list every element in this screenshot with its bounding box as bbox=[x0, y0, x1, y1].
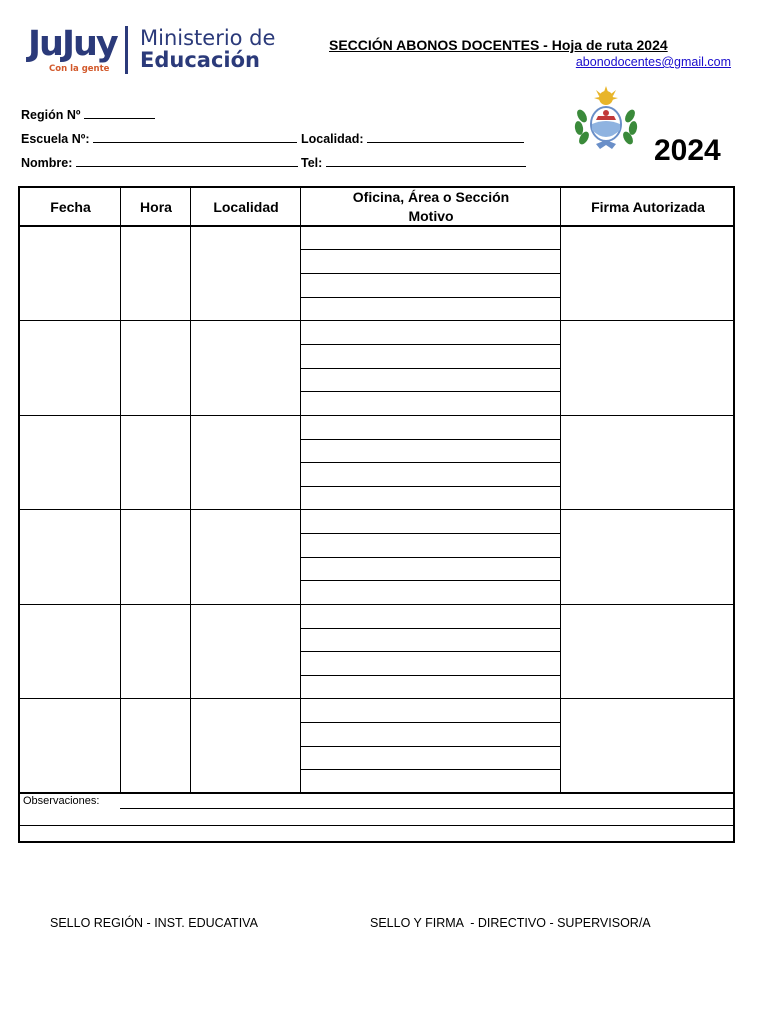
header-firma: Firma Autorizada bbox=[591, 198, 705, 215]
header-localidad: Localidad bbox=[213, 198, 279, 215]
motivo-subline bbox=[300, 368, 560, 369]
header-motivo: Motivo bbox=[408, 208, 454, 224]
tel-blank[interactable] bbox=[326, 155, 526, 167]
motivo-subline bbox=[300, 533, 560, 534]
coat-of-arms-icon bbox=[570, 86, 642, 152]
tel-label: Tel: bbox=[301, 156, 323, 170]
ministry-logo bbox=[28, 24, 300, 78]
motivo-subline bbox=[300, 580, 560, 581]
header-fecha: Fecha bbox=[50, 198, 91, 215]
motivo-subline bbox=[300, 297, 560, 298]
region-field[interactable] bbox=[21, 107, 155, 122]
logo-jujuy-text: JuJuy bbox=[28, 24, 117, 64]
motivo-subline bbox=[300, 344, 560, 345]
row-divider bbox=[20, 415, 733, 416]
row-divider bbox=[20, 509, 733, 510]
logo-separator bbox=[125, 26, 128, 74]
nombre-blank[interactable] bbox=[76, 155, 298, 167]
motivo-subline bbox=[300, 249, 560, 250]
region-label: Región Nº bbox=[21, 108, 81, 122]
motivo-subline bbox=[300, 769, 560, 770]
nombre-label: Nombre: bbox=[21, 156, 73, 170]
row-divider bbox=[20, 698, 733, 699]
motivo-subline bbox=[300, 439, 560, 440]
header-oficina-motivo bbox=[301, 188, 561, 226]
motivo-subline bbox=[300, 557, 560, 558]
header-divider bbox=[20, 225, 733, 227]
motivo-subline bbox=[300, 651, 560, 652]
logo-tagline: Con la gente bbox=[49, 64, 110, 74]
row-divider bbox=[20, 320, 733, 321]
footer-sello-region: SELLO REGIÓN - INST. EDUCATIVA bbox=[50, 916, 258, 930]
header-hora: Hora bbox=[140, 198, 172, 215]
column-divider bbox=[120, 188, 121, 793]
nombre-field[interactable] bbox=[21, 155, 298, 170]
header-oficina: Oficina, Área o Sección bbox=[352, 189, 510, 205]
localidad-label: Localidad: bbox=[301, 132, 364, 146]
footer-sello-firma: SELLO Y FIRMA - DIRECTIVO - SUPERVISOR/A bbox=[370, 916, 651, 930]
motivo-subline bbox=[300, 486, 560, 487]
tel-field[interactable] bbox=[301, 155, 526, 170]
motivo-subline bbox=[300, 628, 560, 629]
logo-ministry-line1: Ministerio de bbox=[140, 26, 276, 50]
escuela-label: Escuela Nº: bbox=[21, 132, 90, 146]
contact-email-link[interactable]: abonodocentes@gmail.com bbox=[575, 55, 731, 69]
column-divider bbox=[560, 188, 561, 793]
observaciones-line[interactable] bbox=[120, 808, 733, 809]
motivo-subline bbox=[300, 722, 560, 723]
region-blank[interactable] bbox=[84, 107, 155, 119]
localidad-blank[interactable] bbox=[367, 131, 524, 143]
motivo-subline bbox=[300, 462, 560, 463]
motivo-subline bbox=[300, 273, 560, 274]
escuela-blank[interactable] bbox=[93, 131, 297, 143]
localidad-field[interactable] bbox=[301, 131, 524, 146]
motivo-subline bbox=[300, 675, 560, 676]
row-divider bbox=[20, 604, 733, 605]
column-divider bbox=[190, 188, 191, 793]
observaciones-line[interactable] bbox=[20, 825, 733, 826]
logo-ministry-line2: Educación bbox=[140, 48, 260, 72]
motivo-subline bbox=[300, 391, 560, 392]
document-title: SECCIÓN ABONOS DOCENTES - Hoja de ruta 2024 bbox=[329, 37, 668, 53]
escuela-field[interactable] bbox=[21, 131, 297, 146]
observaciones-label: Observaciones: bbox=[23, 795, 100, 807]
route-sheet-table bbox=[18, 186, 735, 843]
column-divider bbox=[300, 188, 301, 793]
motivo-subline bbox=[300, 746, 560, 747]
year-label: 2024 bbox=[654, 134, 721, 167]
table-body-bottom bbox=[20, 792, 733, 794]
